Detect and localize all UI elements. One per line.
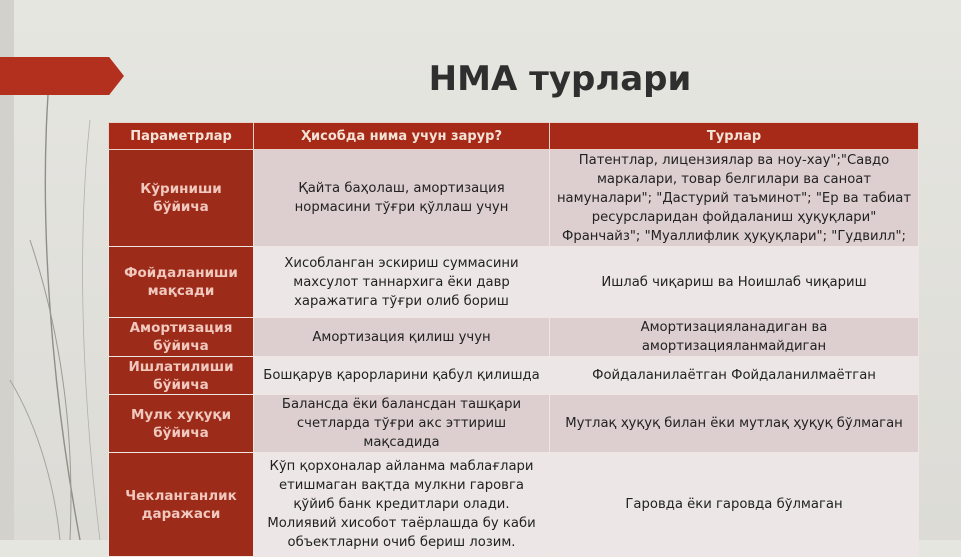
- row-parameter: Чекланганлик даражаси: [109, 453, 254, 557]
- row-parameter: Фойдаланиши мақсади: [109, 247, 254, 318]
- row-types: Амортизацияланадиган ва амортизацияланмайдиган: [550, 318, 919, 357]
- table-row: [109, 247, 919, 318]
- row-reason: Бошқарув қарорларини қабул қилишда: [254, 357, 550, 395]
- row-types: Патентлар, лицензиялар ва ноу-хау";"Савдо маркалари, товар белгилари ва саноат намуналари"; "Дастурий таъминот"; "Ер ва табиат ресурсларидан фойдаланиш ҳуқуқлари" Франчайз"; "Муаллифлик ҳуқуқлари"; "Гудвилл";: [550, 150, 919, 247]
- table-row: [109, 453, 919, 557]
- row-parameter: Мулк хуқуқи бўйича: [109, 395, 254, 453]
- header-reason: Ҳисобда нима учун зарур?: [254, 123, 550, 150]
- row-types: Фойдаланилаётган Фойдаланилмаётган: [550, 357, 919, 395]
- row-reason: Кўп қорхоналар айланма маблағлари етишмаган вақтда мулкни гаровга қўйиб банк кредитлари олади. Молиявий хисобот таёрлашда бу каби объектларни очиб бериш лозим.: [254, 453, 550, 557]
- table-row: [109, 150, 919, 247]
- slide-title: НМА турлари: [428, 59, 692, 99]
- row-parameter: Кўриниши бўйича: [109, 150, 254, 247]
- row-parameter: Ишлатилиши бўйича: [109, 357, 254, 395]
- parameters-table: [108, 122, 919, 557]
- header-parameters: Параметрлар: [109, 123, 254, 150]
- table-row: [109, 318, 919, 357]
- table-row: [109, 357, 919, 395]
- row-types: Мутлақ ҳуқуқ билан ёки мутлақ ҳуқуқ бўлмаган: [550, 395, 919, 453]
- row-reason: Қайта баҳолаш, амортизация нормасини тўғри қўллаш учун: [254, 150, 550, 247]
- table-header-row: [109, 123, 919, 150]
- row-parameter: Амортизация бўйича: [109, 318, 254, 357]
- row-reason: Балансда ёки балансдан ташқари счетларда тўғри акс эттириш мақсадида: [254, 395, 550, 453]
- row-reason: Амортизация қилиш учун: [254, 318, 550, 357]
- row-types: Ишлаб чиқариш ва Ноишлаб чиқариш: [550, 247, 919, 318]
- header-types: Турлар: [550, 123, 919, 150]
- table-row: [109, 395, 919, 453]
- title-ribbon: [0, 57, 124, 95]
- row-reason: Хисобланган эскириш суммасини махсулот таннархига ёки давр харажатига тўғри олиб бориш: [254, 247, 550, 318]
- row-types: Гаровда ёки гаровда бўлмаган: [550, 453, 919, 557]
